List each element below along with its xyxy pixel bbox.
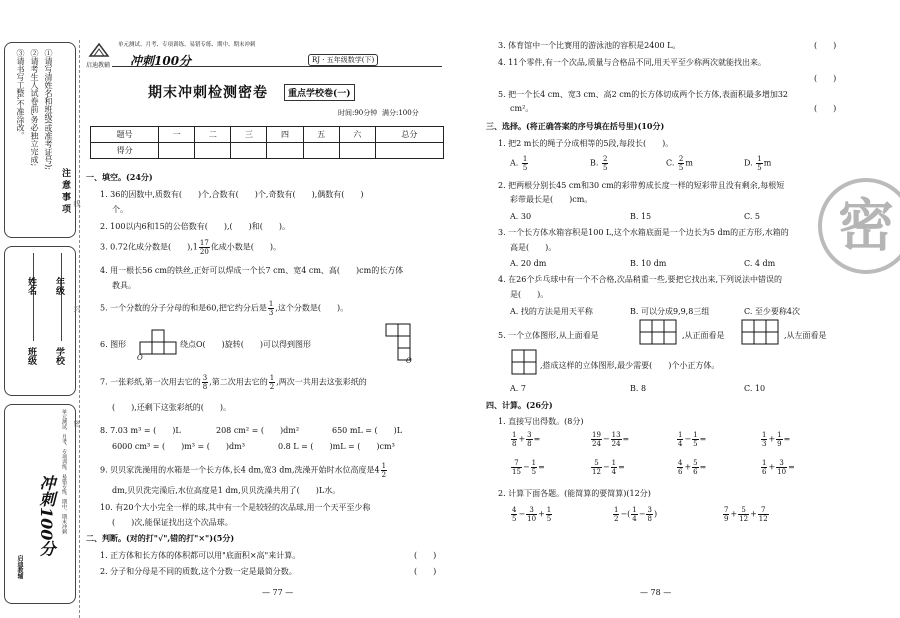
choice-2-b[interactable]: B. 15 [630,212,652,221]
numerator: 1 [546,506,552,514]
calc-1-c: $\frac{1}{4}$ − $\frac{1}{5}$ = [678,431,707,448]
denominator: 4 [678,440,683,448]
q5-part: 5. 一个分数的分子分母的和是60,把它约分后是 [100,303,267,313]
fraction [692,459,698,476]
fraction [611,459,617,476]
q7-part: ,两次一共用去这张彩纸的 [276,377,367,387]
q2-text: 2. 100以内6和15的公倍数有( ),( )和( )。 [100,222,290,231]
denominator: 4 [632,515,637,523]
sidebar-brand-tiny: 单元测试、月考、专项训练、易错专练、期中、期末冲刺 [61,409,67,534]
denominator: 6 [693,468,698,476]
denominator: 9 [777,440,782,448]
score-cell: 得分 [91,143,159,159]
fraction [631,506,637,523]
option-label: D. [744,158,756,168]
option-fraction [602,155,608,172]
denominator: 12 [592,468,601,476]
choice-1-a[interactable] [510,155,529,172]
numerator: 13 [611,431,621,439]
secret-stamp [818,178,900,274]
fraction [677,431,683,448]
denominator: 8 [202,383,208,391]
q3-fraction [199,239,210,256]
score-cell: 总分 [375,127,443,143]
judge-1-answer[interactable]: ( ) [414,551,437,560]
fraction [611,431,622,448]
q9-fraction [381,462,387,479]
q5-text [100,300,348,317]
fraction [591,431,602,448]
judge-5: 5. 把一个长4 cm、宽3 cm、高2 cm的长方体切成两个长方体,表面积最多增加32 [498,90,788,99]
fraction [761,459,767,476]
denominator: 10 [527,515,537,523]
q7-text-cont: ( ),还剩下这张彩纸的( )。 [112,403,232,412]
numerator: 1 [269,374,275,382]
page-number-left: — 77 — [262,588,294,597]
q1-text-cont: 个。 [112,205,128,214]
field-name: 姓名 [26,277,36,295]
choice-5-mid: ,从正面看是 [682,331,725,340]
score-cell: 三 [231,127,267,143]
calc-1-g: $\frac{4}{6}$ + $\frac{5}{6}$ = [678,459,707,476]
calc-1-b: $\frac{19}{24}$ − $\frac{13}{24}$ = [592,431,630,448]
denominator: 15 [512,468,521,476]
score-cell: 六 [339,127,375,143]
choice-2-c[interactable]: C. 5 [744,212,761,221]
choice-4-a[interactable]: A. 找的方法是用天平称 [510,307,593,316]
denominator: 10 [777,468,787,476]
denominator: 12 [758,515,768,523]
q5-fraction [268,300,274,317]
numerator: 1 [757,155,762,163]
brand-top: 单元测试、月考、专项训练、易错专练、期中、期末冲刺 [118,42,256,48]
fraction [526,506,537,523]
judge-4-answer[interactable]: ( ) [814,74,837,83]
calc-2-b: $\frac{1}{2}$ −( $\frac{1}{4}$ − $\frac{3}{8}$ ) [614,506,658,523]
q10-text-cont: ( )次,能保证找出这个次品球。 [112,518,233,527]
option-fraction [522,155,528,172]
denominator: 5 [678,164,684,172]
denominator: 8 [647,515,652,523]
page-number-right: — 78 — [640,588,672,597]
choice-1-b[interactable] [590,155,609,172]
choice-5-end: ,从左面看是 [784,331,827,340]
fraction [546,506,552,523]
numerator: 1 [512,431,517,439]
fraction [511,459,522,476]
q7-part: ,第二次用去它的 [209,377,268,387]
denominator: 5 [757,164,762,172]
option-fraction [678,155,684,172]
sidebar [2,40,80,618]
field-grade: 年级 [54,277,64,295]
denominator: 6 [762,468,767,476]
choice-3-cont: 高是( )。 [510,243,557,252]
option-label: C. [666,158,677,168]
notice-line-3: ③请书写工整,不准涂改。 [16,49,25,140]
choice-3-a[interactable]: A. 20 dm [510,259,547,268]
q8-b: 208 cm² = ( )dm² [216,426,300,435]
q5-part: ,这个分数是( )。 [275,303,349,313]
brand-name: 冲刺100分 [130,54,192,68]
calc-1-e: $\frac{7}{15}$ − $\frac{1}{5}$ = [512,459,545,476]
choice-4-cont: 是( )。 [510,290,549,299]
numerator: 1 [268,300,274,308]
score-cell[interactable] [195,143,231,159]
info-box [4,246,76,396]
numerator: 17 [199,239,209,247]
judge-5-cont: cm²。 [510,104,534,113]
stamp-text: 密 [838,193,894,259]
q4-text-cont: 教具。 [112,281,136,290]
numerator: 1 [614,506,619,514]
q3-part: 3. 0.72化成分数是( ),1 [100,242,198,252]
fraction [776,459,787,476]
numerator: 4 [678,459,683,467]
numerator: 1 [762,459,767,467]
numerator: 5 [693,459,698,467]
calc-1-a: $\frac{1}{8}$ + $\frac{3}{8}$ = [512,431,541,448]
cut-line [79,40,80,618]
q8-c: 650 mL = ( )L [332,426,403,435]
field-school: 学校 [54,347,64,365]
sidebar-brand-sub: 启迪教辅 [16,555,23,579]
fraction [646,506,652,523]
section-judge: 二、判断。(对的打"√",错的打"×")(5分) [86,533,235,543]
denominator: 3 [268,309,274,317]
logo-text: 启迪教辅 [86,62,111,69]
denominator: 8 [527,440,532,448]
fraction [677,459,683,476]
calc-1-d: $\frac{1}{3}$ + $\frac{1}{9}$ = [762,431,791,448]
denominator: 5 [512,515,517,523]
choice-3-b[interactable]: B. 10 dm [630,259,667,268]
choice-5-cont: ,搭成这样的立体图形,最少需要( )个小正方体。 [540,361,720,370]
numerator: 1 [531,459,537,467]
calc-2-title: 2. 计算下面各题。(能简算的要简算)(12分) [498,489,651,498]
fraction [758,506,769,523]
numerator: 2 [602,155,608,163]
q8-e: 0.8 L = ( )mL = ( )cm³ [278,442,395,451]
school-badge: 重点学校卷(一) [284,84,355,101]
q1-text: 1. 36的因数中,质数有( )个,合数有( )个,奇数有( ),偶数有( ) [100,190,364,199]
numerator: 1 [777,431,782,439]
denominator: 24 [611,440,621,448]
left-view-figure [510,348,538,376]
q6-text: 绕点O( )旋转( )可以得到图形 [180,340,312,349]
numerator: 1 [381,462,387,470]
numerator: 1 [678,431,683,439]
fraction [511,431,517,448]
denominator: 12 [739,515,749,523]
option-label: A. [510,158,521,168]
header-rule [112,66,442,67]
score-cell: 四 [267,127,303,143]
sidebar-brand: 冲刺100分 [37,475,56,557]
choice-5-a[interactable]: A. 7 [510,384,526,393]
score-cell[interactable] [375,143,443,159]
notice-line-2: ②请考生人试卷前,务必独立完成; [30,49,39,167]
fraction [761,431,767,448]
q3-text [100,239,281,256]
score-cell[interactable] [231,143,267,159]
q7-part: 7. 一张彩纸,第一次用去它的 [100,377,201,387]
denominator: 5 [522,164,528,172]
denominator: 2 [614,515,619,523]
choice-5-b[interactable]: B. 8 [630,384,647,393]
choice-1-d[interactable] [744,155,771,172]
option-label: B. [590,158,601,168]
choice-3-c[interactable]: C. 4 dm [744,259,776,268]
q8-d: 6000 cm³ = ( )m³ = ( )dm³ [112,442,245,451]
score-cell[interactable] [159,143,195,159]
logo-icon [88,40,110,58]
denominator: 5 [693,440,698,448]
cut-label-2: 封 [73,305,81,312]
choice-2-a[interactable]: A. 30 [510,212,532,221]
score-cell: 五 [303,127,339,143]
top-view-figure [638,318,678,346]
section-calc: 四、计算。(26分) [486,400,553,410]
numerator: 2 [678,155,684,163]
field-line [61,253,62,341]
choice-4: 4. 在26个乒乓球中有一个不合格,次品稍重一些,要把它找出来,下列说法中错误的 [498,275,782,284]
brand-box [4,404,76,604]
score-row-header [91,127,444,143]
denominator: 5 [602,164,608,172]
q6-point-label-b: O [406,357,412,365]
choice-3: 3. 一个长方体水箱容积是100 L,这个水箱底面是一个边长为5 dm的正方形,水箱的 [498,228,789,237]
denominator: 5 [546,515,552,523]
section-choice: 三、选择。(将正确答案的序号填在括号里)(10分) [486,121,665,131]
fraction [526,431,532,448]
fraction [723,506,729,523]
q6-shape-a [138,328,178,358]
judge-1: 1. 正方体和长方体的体积都可以用"底面积×高"来计算。 [100,551,301,560]
q9-part: 9. 贝贝家洗澡用的水箱是一个长方体,长4 dm,宽3 dm,洗澡开始时水位高度是4 [100,465,380,475]
judge-4: 4. 11个零件,有一个次品,质量与合格品不同,用天平至少称两次就能找出来。 [498,58,766,67]
field-class: 班级 [26,347,36,365]
grade-tag: RJ · 五年级数学(下) [308,54,378,66]
numerator: 7 [724,506,729,514]
numerator: 1 [611,459,617,467]
denominator: 6 [678,468,683,476]
judge-2-answer[interactable]: ( ) [414,567,437,576]
notice-line-1: ①请写清姓名和班级(或准考证号); [44,49,53,170]
q7-fraction-2 [269,374,275,391]
score-cell[interactable] [339,143,375,159]
numerator: 3 [776,459,787,468]
choice-4-c[interactable]: C. 至少要称4次 [744,307,801,316]
q4-text: 4. 用一根长56 cm的铁丝,正好可以焊成一个长7 cm、宽4 cm、高( )cm的长方体 [100,266,404,275]
choice-5: 5. 一个立体图形,从上面看是 [498,331,599,340]
choice-1-c[interactable] [666,155,693,172]
choice-2-cont: 彩带最长是( )cm。 [510,195,593,204]
calc-2-c: $\frac{7}{9}$ + $\frac{5}{12}$ + $\frac{7}{12}$ [724,506,768,523]
score-table [90,126,444,159]
q9-text-cont: dm,贝贝洗完澡后,水位高度是1 dm,贝贝洗澡共用了( )L水。 [112,486,341,495]
choice-5-c[interactable]: C. 10 [744,384,766,393]
numerator: 3 [526,506,537,515]
fraction [511,506,517,523]
judge-3-answer[interactable]: ( ) [814,41,837,50]
numerator: 1 [693,431,698,439]
calc-1-title: 1. 直接写出得数。(8分) [498,417,584,426]
numerator: 1 [632,506,637,514]
numerator: 3 [527,431,532,439]
score-cell: 题号 [91,127,159,143]
numerator: 4 [512,506,517,514]
denominator: 4 [611,468,617,476]
exam-time: 时间:90分钟 [338,109,378,117]
q6-label: 6. 图形 [100,340,127,349]
score-cell: 二 [195,127,231,143]
score-row-values [91,143,444,159]
denominator: 9 [724,515,729,523]
section-fill: 一、填空。(24分) [86,172,153,182]
numerator: 1 [762,431,767,439]
denominator: 2 [381,471,387,479]
numerator: 1 [522,155,528,163]
exam-score: 满分:100分 [382,109,419,117]
q10-text: 10. 有20个大小完全一样的球,其中有一个是较轻的次品球,用一个天平至少称 [100,503,371,512]
denominator: 20 [199,248,209,256]
score-cell[interactable] [303,143,339,159]
numerator: 5 [738,506,749,515]
numerator: 5 [591,459,602,468]
score-cell[interactable] [267,143,303,159]
judge-3: 3. 体育馆中一个比赛用的游泳池的容积是2400 L。 [498,41,681,50]
calc-1-f: $\frac{5}{12}$ − $\frac{1}{4}$ = [592,459,625,476]
cut-label-1: 线 [73,200,81,207]
exam-title: 期末冲刺检测密卷 [148,85,268,101]
option-fraction [756,155,762,172]
choice-2: 2. 把两根分别长45 cm和30 cm的彩带剪成长度一样的短彩带且没有剩余,每根短 [498,181,785,190]
field-line [33,253,34,341]
judge-5-answer[interactable]: ( ) [814,104,837,113]
cut-label-3: 密 [73,420,81,427]
score-cell: 一 [159,127,195,143]
option-unit: m [763,158,772,168]
front-view-figure [740,318,780,346]
q8-a: 8. 7.03 m³ = ( )L [100,426,181,435]
q7-text [100,374,367,391]
judge-2: 2. 分子和分母是不同的质数,这个分数一定是最简分数。 [100,567,297,576]
fraction [776,431,782,448]
numerator: 3 [202,374,208,382]
option-unit: m [685,158,693,168]
denominator: 8 [512,440,517,448]
denominator: 3 [762,440,767,448]
fraction [692,431,698,448]
fraction [738,506,749,523]
numerator: 7 [758,506,769,515]
q9-text [100,462,388,479]
choice-1: 1. 把2 m长的绳子分成相等的5段,每段长( )。 [498,139,674,148]
fraction [531,459,537,476]
q6-point-label: O [137,354,143,362]
numerator: 7 [511,459,522,468]
denominator: 5 [531,468,537,476]
q7-fraction-1 [202,374,208,391]
denominator: 2 [269,383,275,391]
notice-title: 注意事项 [60,168,70,216]
calc-1-h: $\frac{1}{6}$ + $\frac{3}{10}$ = [762,459,795,476]
choice-4-b[interactable]: B. 可以分成9,9,8三组 [630,307,710,316]
fraction [591,459,602,476]
q3-part: 化成小数是( )。 [210,242,282,252]
denominator: 24 [592,440,601,448]
notice-box [4,42,76,238]
numerator: 3 [647,506,652,514]
fraction [613,506,619,523]
calc-2-a: $\frac{4}{5}$ − $\frac{3}{10}$ + $\frac{1}{5}$ [512,506,552,523]
numerator: 19 [592,431,601,439]
